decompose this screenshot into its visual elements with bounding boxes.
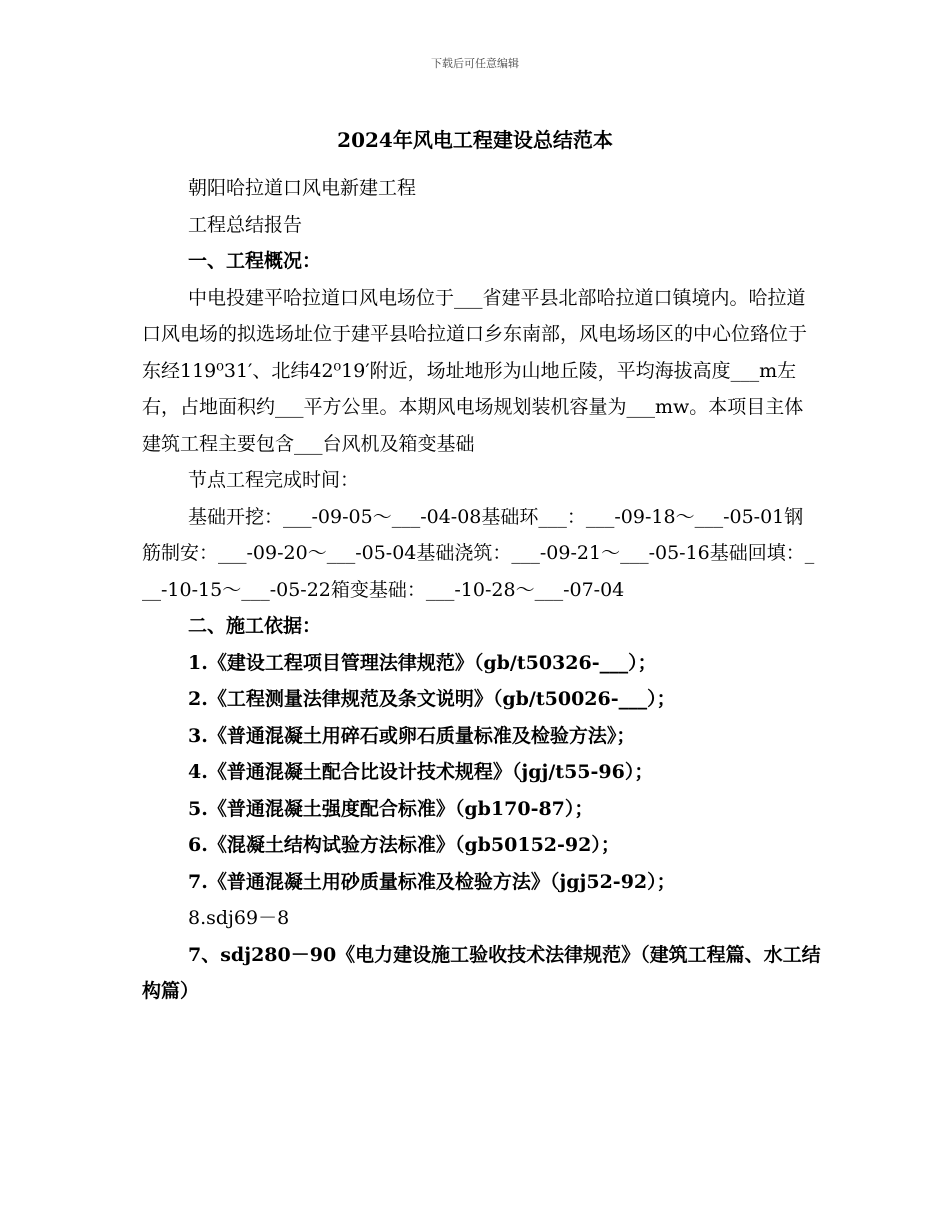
milestones-label: 节点工程完成时间： [188, 469, 360, 491]
overview-paragraph: 中电投建平哈拉道口风电场位于___省建平县北部哈拉道口镇境内。哈拉道口风电场的拟选场址位于建平县哈拉道口乡东南部，风电场场区的中心位臵位于东经119⁰31′、北纬42⁰19′附近，场址地形为山地丘陵，平均海拔高度___m左右，占地面积约___平方公里。本期风电场规划装机容量为___mw。本项目主体建筑工程主要包含___台风机及箱变基础 [142, 286, 808, 455]
report-title: 工程总结报告 [188, 213, 303, 236]
basis-item: 6.《混凝土结构试验方法标准》（gb50152-92）； [188, 834, 620, 856]
basis-item: 8.sdj69－8 [188, 907, 290, 929]
basis-item: 7、sdj280－90《电力建设施工验收技术法律规范》（建筑工程篇、水工结构篇） [142, 943, 821, 1002]
section-heading-basis: 二、施工依据： [188, 615, 322, 637]
project-name: 朝阳哈拉道口风电新建工程 [188, 177, 417, 199]
basis-item: 7.《普通混凝土用砂质量标准及检验方法》（jgj52-92）； [188, 870, 676, 893]
basis-item: 2.《工程测量法律规范及条文说明》（gb/t50026-___）； [188, 688, 676, 710]
document-body [142, 170, 822, 1010]
page-title: 2024年风电工程建设总结范本 [337, 128, 613, 152]
basis-item: 1.《建设工程项目管理法律规范》（gb/t50326-___）； [188, 651, 657, 674]
header-note: 下载后可任意编辑 [431, 57, 519, 70]
basis-item: 5.《普通混凝土强度配合标准》（gb170-87）； [188, 797, 594, 820]
milestones-paragraph: 基础开挖：___-09-05～___-04-08基础环___：___-09-18～___-05-01钢筋制安：___-09-20～___-05-04基础浇筑：___-09-21～___-05-16基础回填：___-10-15～___-05-22箱变基础：___-10-28～___-07-04 [142, 505, 815, 601]
section-heading-overview: 一、工程概况： [188, 250, 322, 272]
basis-item: 3.《普通混凝土用碎石或卵石质量标准及检验方法》； [188, 724, 636, 747]
basis-item: 4.《普通混凝土配合比设计技术规程》（jgj/t55-96）； [188, 761, 654, 783]
